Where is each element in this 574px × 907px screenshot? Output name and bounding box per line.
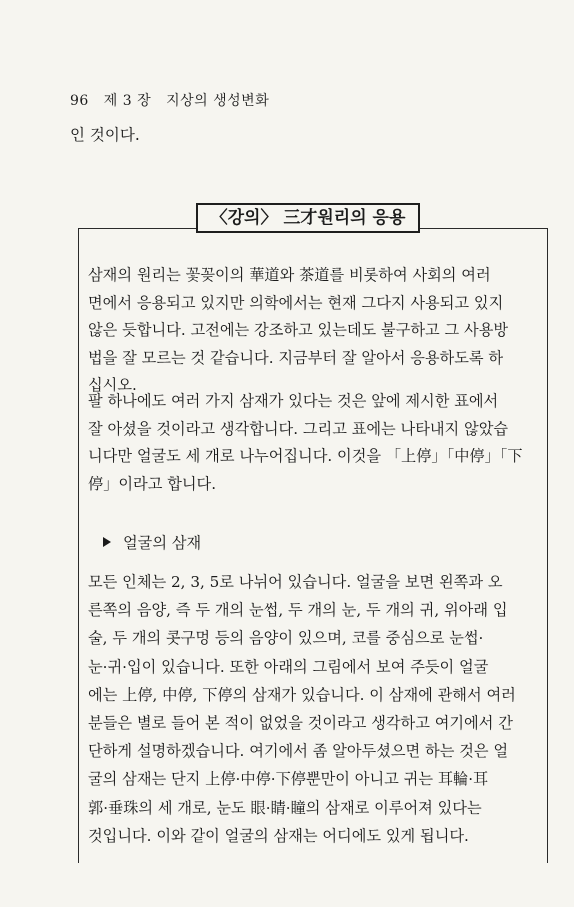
paragraph-1 [88,262,540,400]
running-head [70,90,269,110]
text-line: 잘 아셨을 것이라고 생각합니다. 그리고 표에는 나타내지 않았습 [88,419,509,438]
text-line: 른쪽의 음양, 즉 두 개의 눈썹, 두 개의 눈, 두 개의 귀, 위아래 입 [88,601,508,620]
text-line: 눈·귀·입이 있습니다. 또한 아래의 그림에서 보여 주듯이 얼굴 [88,657,489,676]
paragraph-3 [88,568,540,850]
text-line: 니다만 얼굴도 세 개로 나누어집니다. 이것을 「上停」「中停」「下 [88,447,523,466]
text-line: 십시오. [88,376,137,395]
text-line: 郭·垂珠의 세 개로, 눈도 眼·睛·瞳의 삼재로 이루어져 있다는 [88,798,482,817]
chapter-title: 지상의 생성변화 [166,93,270,109]
text-line: 에는 上停, 中停, 下停의 삼재가 있습니다. 이 삼재에 관해서 여러 [88,685,516,704]
text-line: 停」이라고 합니다. [88,474,217,493]
section-heading [103,532,201,553]
text-line: 단하게 설명하겠습니다. 여기에서 좀 알아두셨으면 하는 것은 얼 [88,742,509,761]
chapter-label: 제 3 장 [103,93,152,109]
text-line: 않은 듯합니다. 고전에는 강조하고 있는데도 불구하고 그 사용방 [88,321,509,340]
triangle-bullet-icon [103,537,111,547]
intro-text: 인 것이다. [70,126,140,144]
page-number: 96 [70,93,89,109]
text-line: 술, 두 개의 콧구멍 등의 음양이 있으며, 코를 중심으로 눈썹· [88,629,484,648]
text-line: 면에서 응용되고 있지만 의학에서는 현재 그다지 사용되고 있지 [88,293,504,312]
text-line: 분들은 별로 들어 본 적이 없었을 것이라고 생각하고 여기에서 간 [88,713,513,732]
paragraph-2 [88,388,540,498]
text-line: 것입니다. 이와 같이 얼굴의 삼재는 어디에도 있게 됩니다. [88,826,469,845]
text-line: 법을 잘 모르는 것 같습니다. 지금부터 잘 알아서 응용하도록 하 [88,348,504,367]
text-line: 삼재의 원리는 꽃꽂이의 華道와 茶道를 비롯하여 사회의 여러 [88,266,491,284]
text-line: 모든 인체는 2, 3, 5로 나뉘어 있습니다. 얼굴을 보면 왼쪽과 오 [88,573,503,591]
section-heading-text: 얼굴의 삼재 [123,534,202,552]
lecture-title: 〈강의〉 三才원리의 응용 [196,203,420,233]
text-line: 팔 하나에도 여러 가지 삼재가 있다는 것은 앞에 제시한 표에서 [88,392,499,410]
text-line: 굴의 삼재는 단지 上停·中停·下停뿐만이 아니고 귀는 耳輪·耳 [88,770,489,789]
